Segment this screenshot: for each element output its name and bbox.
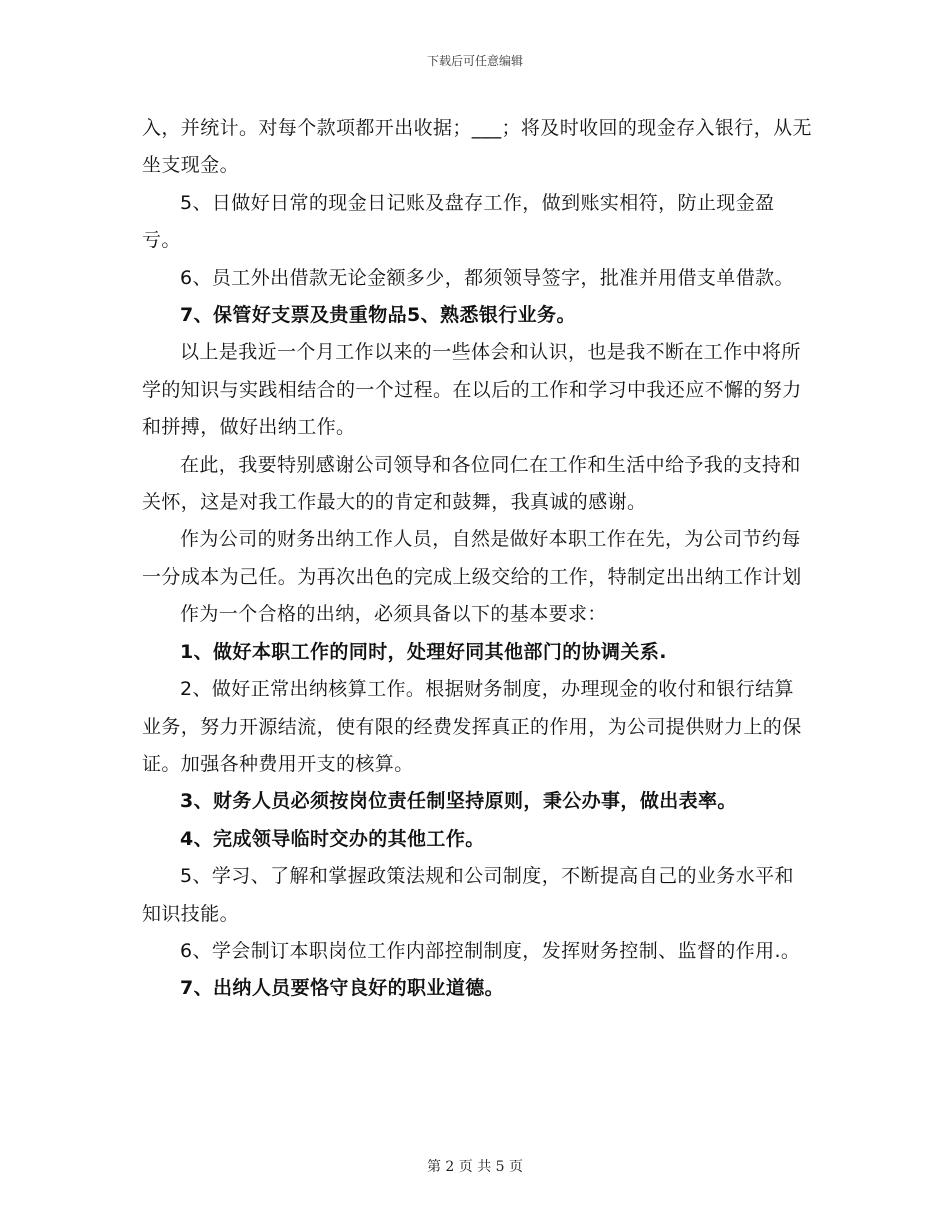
paragraph-13: 5、学习、了解和掌握政策法规和公司制度，不断提高自己的业务水平和知识技能。 bbox=[142, 865, 794, 925]
paragraph-5: 以上是我近一个月工作以来的一些体会和认识，也是我不断在工作中将所学的知识与实践相结合的一个过程。在以后的工作和学习中我还应不懈的努力和拼搏，做好出纳工作。 bbox=[142, 341, 802, 439]
document-body bbox=[142, 110, 812, 1008]
paragraph-11: 3、财务人员必须按岗位责任制坚持原则，秉公办事，做出表率。 bbox=[180, 790, 737, 813]
paragraph-9: 1、做好本职工作的同时，处理好同其他部门的协调关系. bbox=[180, 640, 667, 663]
paragraph-6: 在此，我要特别感谢公司领导和各位同仁在工作和生活中给予我的支持和关怀，这是对我工作最大的的肯定和鼓舞，我真诚的感谢。 bbox=[142, 453, 801, 514]
paragraph-1: 入，并统计。对每个款项都开出收据；___；将及时收回的现金存入银行，从无坐支现金。 bbox=[142, 117, 812, 177]
paragraph-7: 作为公司的财务出纳工作人员，自然是做好本职工作在先，为公司节约每一分成本为己任。为再次出色的完成上级交给的工作，特制定出出纳工作计划 bbox=[142, 528, 802, 588]
page-footer: 第 2 页 共 5 页 bbox=[426, 1159, 524, 1175]
paragraph-3: 6、员工外出借款无论金额多少，都须领导签字，批准并用借支单借款。 bbox=[180, 266, 794, 289]
paragraph-15: 7、出纳人员要恪守良好的职业道德。 bbox=[180, 977, 505, 1000]
paragraph-12: 4、完成领导临时交办的其他工作。 bbox=[180, 827, 485, 850]
paragraph-2: 5、日做好日常的现金日记账及盘存工作，做到账实相符，防止现金盈亏。 bbox=[142, 191, 775, 252]
paragraph-4: 7、保管好支票及贵重物品5、熟悉银行业务。 bbox=[180, 304, 576, 327]
paragraph-10: 2、做好正常出纳核算工作。根据财务制度，办理现金的收付和银行结算业务，努力开源结流，使有限的经费发挥真正的作用，为公司提供财力上的保证。加强各种费用开支的核算。 bbox=[142, 678, 802, 775]
page-header: 下载后可任意编辑 bbox=[426, 54, 523, 68]
paragraph-14: 6、学会制订本职岗位工作内部控制制度，发挥财务控制、监督的作用.。 bbox=[180, 939, 801, 962]
paragraph-8: 作为一个合格的出纳，必须具备以下的基本要求： bbox=[180, 603, 607, 626]
